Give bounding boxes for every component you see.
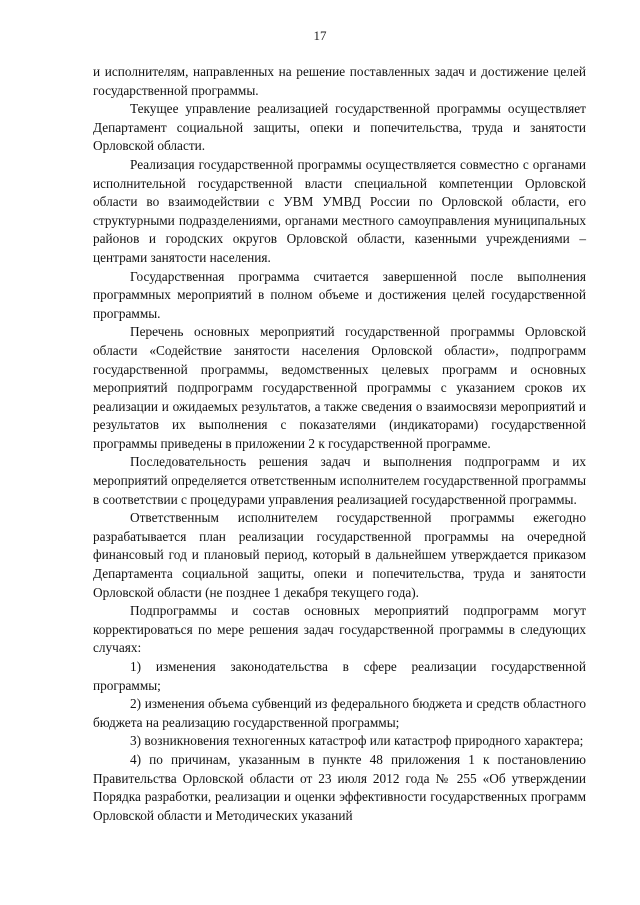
paragraph-completion: Государственная программа считается завершенной после выполнения программных мероприятий в полном объеме и достижения целей государственной программы. [93,268,586,321]
paragraph-adjustments: Подпрограммы и состав основных мероприятий подпрограмм могут корректироваться по мере решения задач государственной программы в следующих случаях: [93,603,586,656]
page-number: 17 [313,28,327,43]
list-item-1: 1) изменения законодательства в сфере реализации государственной программы; [93,659,586,693]
paragraph-continuation: и исполнителям, направленных на решение поставленных задач и достижение целей государственной программы. [93,64,586,98]
paragraph-list-of-measures: Перечень основных мероприятий государственной программы Орловской области «Содействие занятости населения Орловской области», подпрограмм государственной программы, ведомственных целевых программ и основных мероприятий подпрограмм государственной программы с указанием сроков их реализации и ожидаемых результатов, а также сведения о взаимосвязи мероприятий и результатов их выполнения с показателями (индикаторами) государственной программы приведены в приложении 2 к государственной программе. [93,324,586,451]
paragraph-annual-plan: Ответственным исполнителем государственной программы ежегодно разрабатывается план реализации государственной программы на очередной финансовый год и плановый период, который в дальнейшем утверждается приказом Департамента социальной защиты, опеки и попечительства, труда и занятости Орловской области (не позднее 1 декабря текущего года). [93,510,586,600]
paragraph-implementation: Реализация государственной программы осуществляется совместно с органами исполнительной государственной власти специальной компетенции Орловской области во взаимодействии с УВМ УМВД России по Орловской области, его структурными подразделениями, органами местного самоуправления муниципальных районов и городских округов Орловской области, казенными учреждениями – центрами занятости населения. [93,156,586,265]
list-item-2: 2) изменения объема субвенций из федерального бюджета и средств областного бюджета на реализацию государственной программы; [93,696,586,730]
list-item-4: 4) по причинам, указанным в пункте 48 приложения 1 к постановлению Правительства Орловской области от 23 июля 2012 года № 255 «Об утверждении Порядка разработки, реализации и оценки эффективности государственных программ Орловской области и Методических указаний [93,751,586,823]
paragraph-current-management: Текущее управление реализацией государственной программы осуществляет Департамент социальной защиты, опеки и попечительства, труда и занятости Орловской области. [93,101,586,154]
paragraph-sequence: Последовательность решения задач и выполнения подпрограмм и их мероприятий определяется ответственным исполнителем государственной программы в соответствии с процедурами управления реализацией государственной программы. [93,454,586,507]
body-text [93,63,586,825]
list-item-3: 3) возникновения техногенных катастроф или катастроф природного характера; [130,733,584,749]
